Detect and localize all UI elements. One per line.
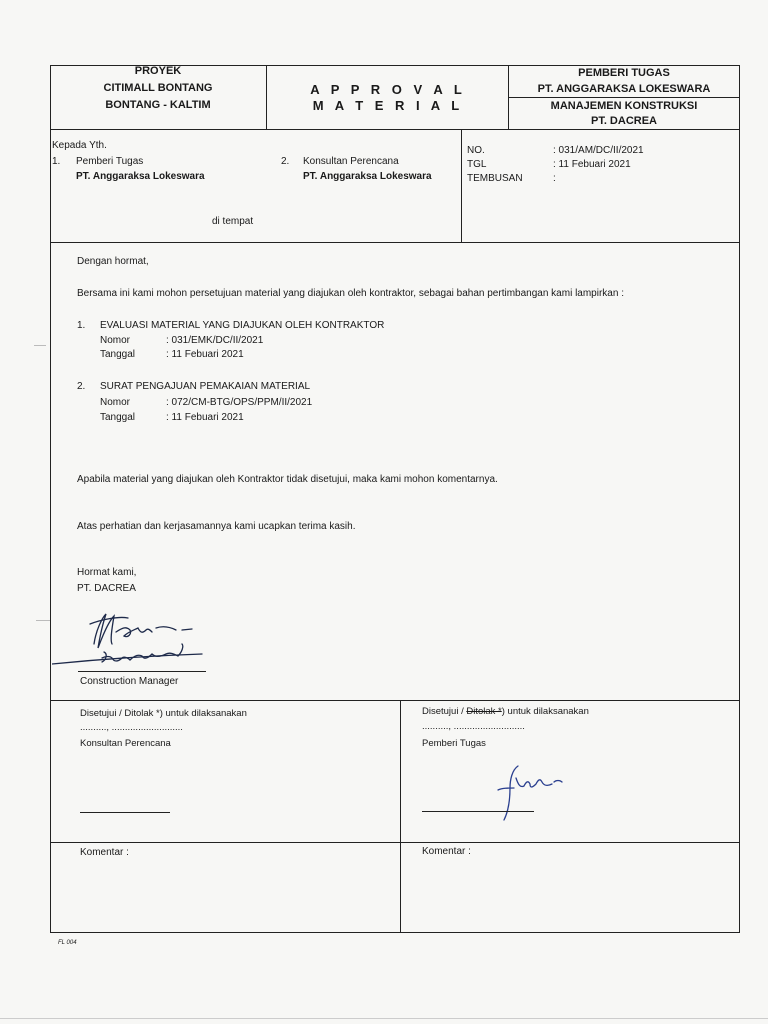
- number-label: NO.: [467, 145, 485, 156]
- document-title-line1: A P P R O V A L: [310, 82, 466, 97]
- recipient-2-company: PT. Anggaraksa Lokeswara: [303, 171, 432, 182]
- comment-right-label: Komentar :: [422, 846, 471, 857]
- page-bottom-edge: [0, 1018, 768, 1019]
- paragraph-comment-request: Apabila material yang diajukan oleh Kontraktor tidak disetujui, maka kami mohon komentarnya.: [77, 474, 498, 485]
- signatory-underline: [78, 671, 206, 672]
- recipient-1-role: Pemberi Tugas: [76, 156, 144, 167]
- attachment-1-number-value: : 031/EMK/DC/II/2021: [166, 335, 264, 346]
- form-code: FL 004: [58, 940, 77, 946]
- attachment-2-title: SURAT PENGAJUAN PEMAKAIAN MATERIAL: [100, 381, 311, 392]
- attachment-1-number-label: Nomor: [100, 335, 131, 346]
- cc-value: :: [553, 173, 556, 184]
- approval-right-role: Pemberi Tugas: [422, 738, 486, 749]
- paragraph-thanks: Atas perhatian dan kerjasamannya kami ucapkan terima kasih.: [77, 521, 356, 532]
- recipient-2-role: Konsultan Perencana: [303, 156, 399, 167]
- project-label: PROYEK: [134, 65, 182, 77]
- approval-right-signature-line: [422, 811, 534, 812]
- mk-label: MANAJEMEN KONSTRUKSI: [550, 100, 698, 112]
- date-label: TGL: [467, 159, 487, 170]
- header-col-divider-1: [266, 65, 267, 129]
- recipient-2-number: 2.: [281, 156, 290, 167]
- approval-right-struck: Ditolak *: [466, 706, 502, 717]
- address-bottom-divider: [50, 242, 740, 243]
- attachment-1-title: EVALUASI MATERIAL YANG DIAJUKAN OLEH KONTRAKTOR: [100, 320, 385, 331]
- scan-mark: [36, 620, 50, 621]
- project-location: BONTANG - KALTIM: [105, 99, 211, 111]
- approval-left-signature-line: [80, 812, 170, 813]
- attachment-2-date-label: Tanggal: [100, 412, 136, 423]
- attachment-1-number: 1.: [77, 320, 86, 331]
- approval-right-place-date: .........., ...........................: [422, 721, 525, 732]
- attachment-2-date-value: : 11 Febuari 2021: [166, 412, 244, 423]
- comment-left-label: Komentar :: [80, 847, 129, 858]
- date-value: : 11 Febuari 2021: [553, 159, 631, 170]
- project-name: CITIMALL BONTANG: [103, 82, 213, 94]
- approval-left-role: Konsultan Perencana: [80, 738, 171, 749]
- recipient-heading: Kepada Yth.: [52, 140, 107, 151]
- mk-company: PT. DACREA: [590, 115, 657, 127]
- approval-left-place-date: .........., ...........................: [80, 722, 183, 733]
- owner-signature: [488, 758, 578, 824]
- signatory-role: Construction Manager: [80, 676, 179, 687]
- greeting: Dengan hormat,: [77, 256, 149, 267]
- document-title-line2: M A T E R I A L: [312, 98, 464, 113]
- closing-company: PT. DACREA: [77, 583, 136, 594]
- form-frame: [50, 65, 740, 933]
- closing-regards: Hormat kami,: [77, 567, 137, 578]
- approval-right-suffix: ) untuk dilaksanakan: [501, 706, 589, 717]
- attachment-2-number: 2.: [77, 381, 86, 392]
- cc-label: TEMBUSAN: [467, 173, 523, 184]
- header-right-divider: [508, 97, 740, 98]
- attachment-2-number-value: : 072/CM-BTG/OPS/PPM/II/2021: [166, 397, 313, 408]
- recipient-1-number: 1.: [52, 156, 61, 167]
- comment-divider: [50, 842, 740, 843]
- approval-right-statement: [422, 706, 589, 717]
- body-bottom-divider: [50, 700, 740, 701]
- intro-paragraph: Bersama ini kami mohon persetujuan material yang diajukan oleh kontraktor, sebagai bahan pertimbangan kami lampirkan :: [77, 288, 624, 299]
- recipient-1-company: PT. Anggaraksa Lokeswara: [76, 171, 205, 182]
- approval-left-statement: Disetujui / Ditolak *) untuk dilaksanakan: [80, 708, 247, 719]
- attachment-1-date-label: Tanggal: [100, 349, 136, 360]
- approval-right-prefix: Disetujui /: [422, 706, 467, 717]
- attachment-2-number-label: Nomor: [100, 397, 131, 408]
- address-meta-divider: [461, 129, 462, 242]
- di-tempat: di tempat: [212, 216, 254, 227]
- owner-label: PEMBERI TUGAS: [578, 67, 670, 79]
- number-value: : 031/AM/DC/II/2021: [553, 145, 644, 156]
- attachment-1-date-value: : 11 Febuari 2021: [166, 349, 244, 360]
- approval-divider: [400, 700, 401, 933]
- owner-company: PT. ANGGARAKSA LOKESWARA: [537, 83, 711, 95]
- construction-manager-signature: [52, 606, 232, 676]
- header-divider: [50, 129, 740, 130]
- scan-mark: [34, 345, 46, 346]
